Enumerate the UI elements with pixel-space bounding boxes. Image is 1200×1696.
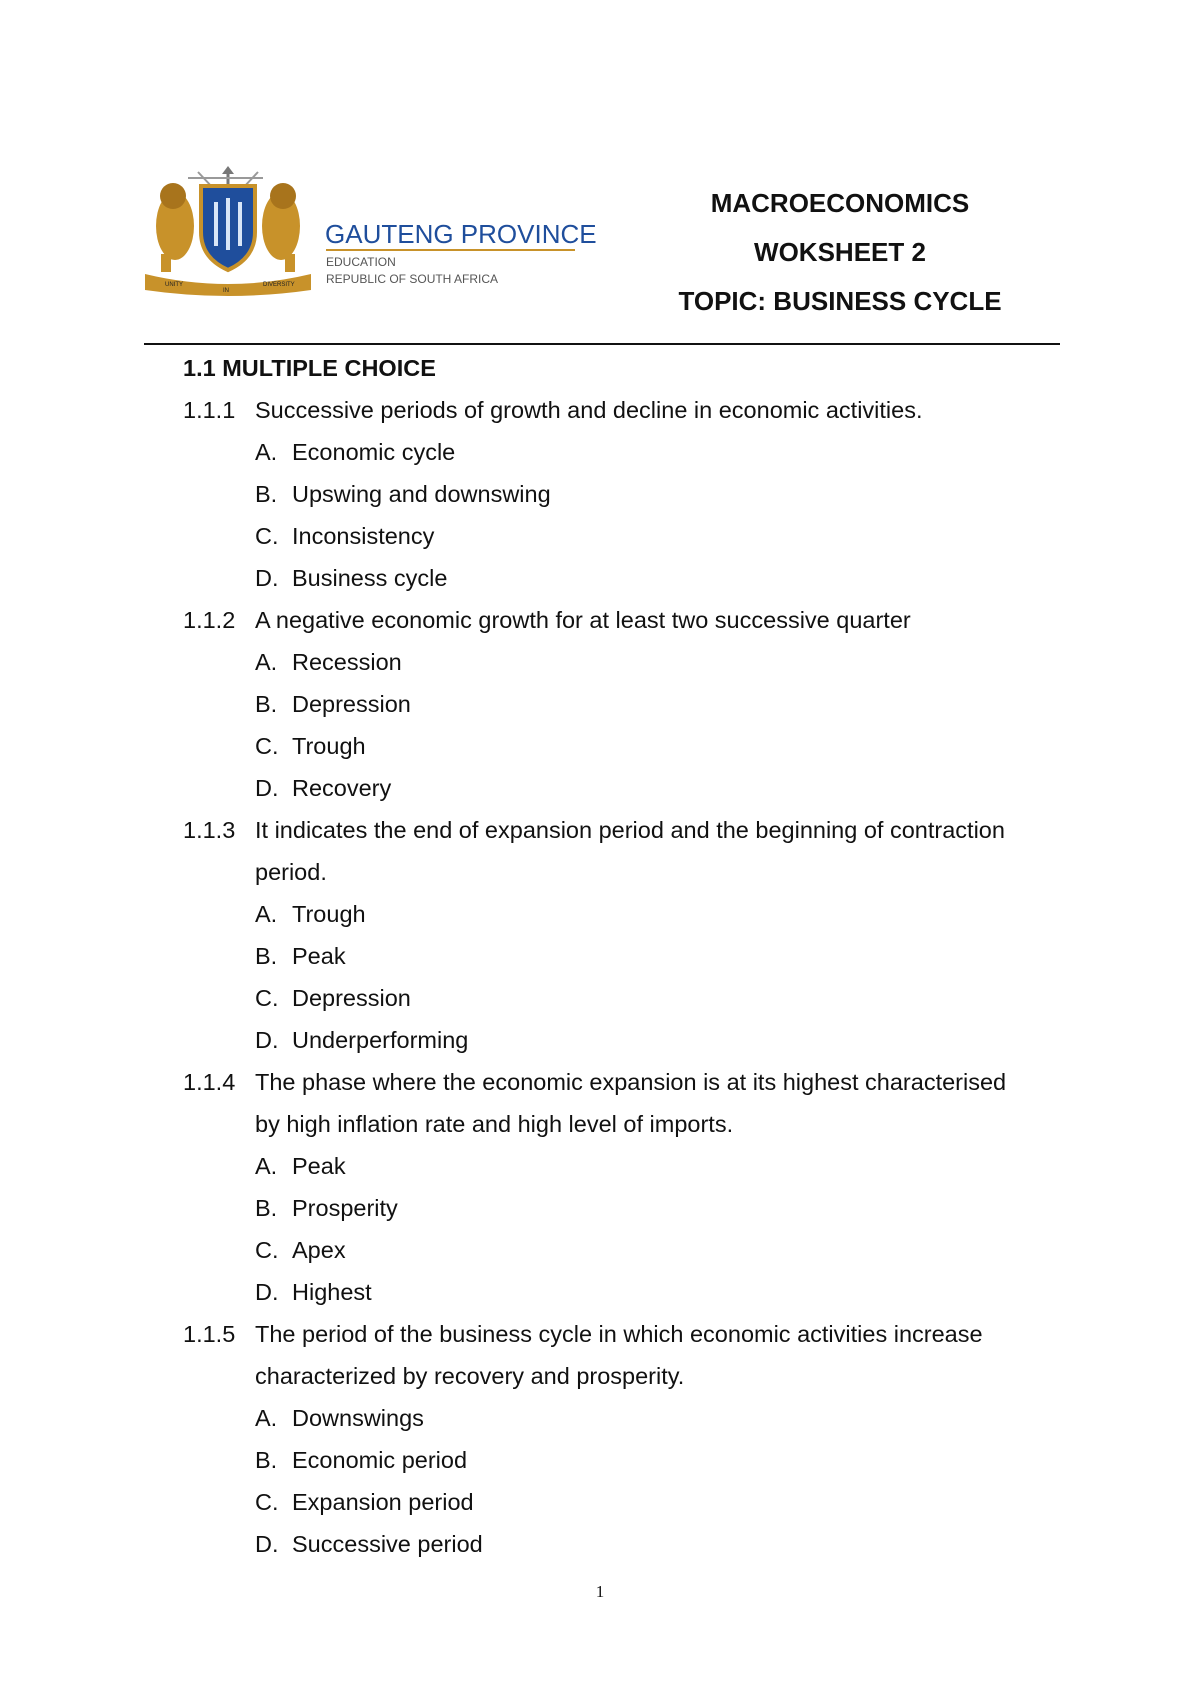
option-a: A. Recession [255, 649, 402, 675]
option-a: A. Economic cycle [255, 439, 456, 465]
topic-title: TOPIC: BUSINESS CYCLE [678, 286, 1002, 316]
question-number: 1.1.2 [183, 607, 236, 633]
document-header [640, 190, 1040, 337]
question-text: The period of the business cycle in which economic activities increase [255, 1321, 983, 1347]
question-text: It indicates the end of expansion period and the beginning of contraction [255, 817, 1005, 843]
question-number: 1.1.3 [183, 817, 236, 843]
gauteng-logo [143, 166, 603, 296]
option-b: B. Depression [255, 691, 411, 717]
coat-of-arms-icon [143, 166, 603, 296]
option-c: C. Depression [255, 985, 411, 1011]
header-divider [144, 343, 1060, 345]
option-b: B. Peak [255, 943, 346, 969]
option-b: B. Economic period [255, 1447, 468, 1473]
question-number: 1.1.1 [183, 397, 236, 423]
option-d: D. Recovery [255, 775, 392, 801]
logo-line3: REPUBLIC OF SOUTH AFRICA [326, 272, 499, 286]
question-1-1-5 [183, 1313, 1083, 1355]
worksheet-body [183, 347, 1083, 1565]
question-1-1-2 [183, 599, 1083, 641]
section-title: 1.1 MULTIPLE CHOICE [183, 355, 436, 381]
question-1-1-4 [183, 1061, 1083, 1103]
option-d: D. Business cycle [255, 565, 448, 591]
svg-text:IN: IN [223, 288, 229, 294]
page-number: 1 [595, 1582, 605, 1601]
logo-line2: EDUCATION [326, 255, 396, 269]
option-b: B. Prosperity [255, 1195, 398, 1221]
svg-text:DIVERSITY: DIVERSITY [263, 282, 295, 288]
option-d: D. Underperforming [255, 1027, 469, 1053]
question-text: The phase where the economic expansion is at its highest characterised [255, 1069, 1007, 1095]
question-number: 1.1.5 [183, 1321, 236, 1347]
question-text: A negative economic growth for at least two successive quarter [255, 607, 911, 633]
logo-name: GAUTENG PROVINCE [325, 219, 597, 249]
option-d: D. Successive period [255, 1531, 483, 1557]
option-a: A. Peak [255, 1153, 346, 1179]
subject-title: MACROECONOMICS [710, 188, 970, 218]
question-text-continued: characterized by recovery and prosperity. [255, 1363, 685, 1389]
option-d: D. Highest [255, 1279, 372, 1305]
question-text-continued: period. [255, 859, 327, 885]
worksheet-title: WOKSHEET 2 [754, 237, 926, 267]
svg-text:UNITY: UNITY [165, 282, 183, 288]
question-text: Successive periods of growth and decline in economic activities. [255, 397, 923, 423]
question-number: 1.1.4 [183, 1069, 236, 1095]
option-b: B. Upswing and downswing [255, 481, 551, 507]
question-1-1-3 [183, 809, 1083, 851]
option-c: C. Apex [255, 1237, 346, 1263]
option-c: C. Trough [255, 733, 366, 759]
option-a: A. Trough [255, 901, 366, 927]
option-c: C. Inconsistency [255, 523, 435, 549]
option-a: A. Downswings [255, 1405, 424, 1431]
question-text-continued: by high inflation rate and high level of imports. [255, 1111, 734, 1137]
option-c: C. Expansion period [255, 1489, 474, 1515]
question-1-1-1 [183, 389, 1083, 431]
